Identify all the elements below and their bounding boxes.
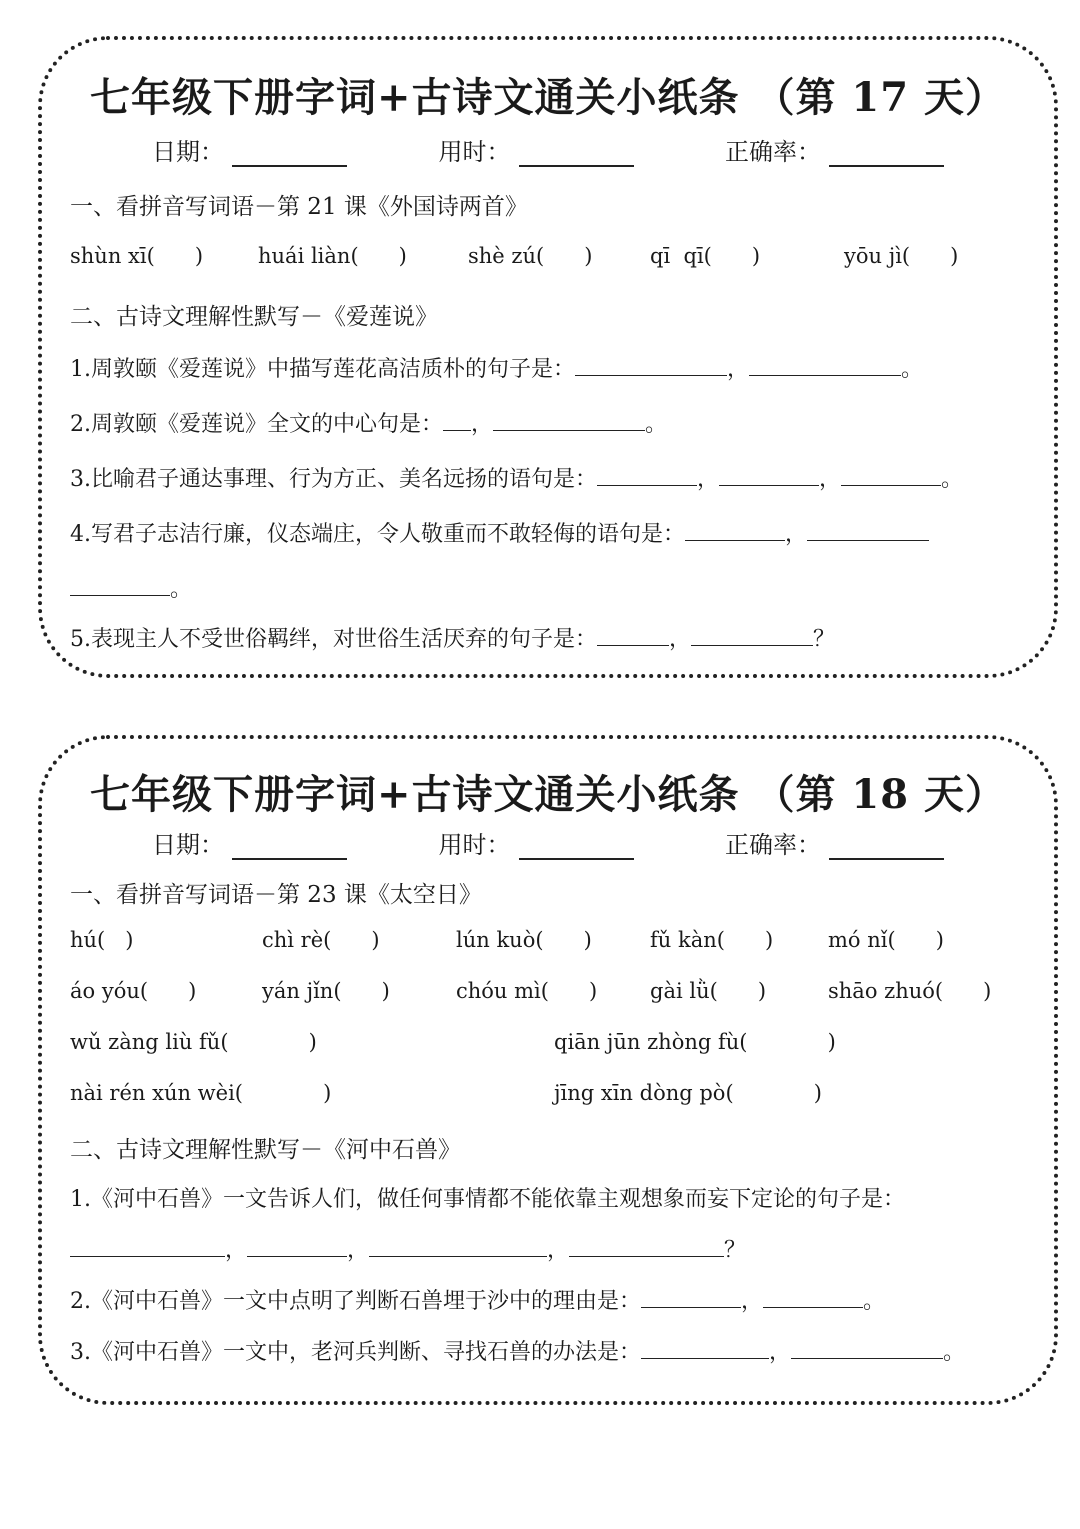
worksheet-day17 bbox=[38, 36, 1058, 678]
pinyin-item[interactable]: gài lǜ( ) bbox=[650, 979, 767, 1003]
punct: 。 bbox=[901, 357, 924, 382]
pinyin-item[interactable]: shè zú( ) bbox=[468, 244, 593, 268]
answer-blank[interactable] bbox=[685, 522, 785, 541]
question-1 bbox=[70, 1182, 1026, 1213]
punct: ， bbox=[769, 1340, 792, 1365]
punct: ？ bbox=[724, 1238, 747, 1263]
punct: ， bbox=[225, 1238, 248, 1263]
answer-blank[interactable] bbox=[691, 627, 813, 646]
section-recitation-heading: 二、古诗文理解性默写－《爱莲说》 bbox=[70, 304, 438, 330]
date-blank[interactable] bbox=[232, 145, 347, 167]
answer-blank[interactable] bbox=[247, 1238, 347, 1257]
question-text: 3.比喻君子通达事理、行为方正、美名远扬的语句是： bbox=[70, 467, 597, 492]
worksheet-day18 bbox=[38, 735, 1058, 1405]
accuracy-label: 正确率： bbox=[725, 138, 821, 166]
pinyin-item[interactable]: lún kuò( ) bbox=[456, 928, 592, 952]
question-1 bbox=[70, 352, 1026, 383]
pinyin-item[interactable]: yán jǐn( ) bbox=[262, 979, 390, 1003]
time-label: 用时： bbox=[438, 138, 511, 166]
question-2 bbox=[70, 407, 1026, 438]
answer-blank[interactable] bbox=[719, 467, 819, 486]
worksheet-meta bbox=[152, 825, 944, 860]
answer-blank[interactable] bbox=[641, 1340, 769, 1359]
pinyin-item[interactable]: wǔ zàng liù fǔ( ) bbox=[70, 1030, 317, 1054]
question-text: 3.《河中石兽》一文中，老河兵判断、寻找石兽的办法是： bbox=[70, 1340, 641, 1365]
pinyin-item[interactable]: yōu jì( ) bbox=[844, 244, 959, 268]
pinyin-item[interactable]: shùn xī( ) bbox=[70, 244, 204, 268]
question-text: 1.《河中石兽》一文告诉人们，做任何事情都不能依靠主观想象而妄下定论的句子是： bbox=[70, 1187, 905, 1212]
punct: ， bbox=[741, 1289, 764, 1314]
pinyin-item[interactable]: qī qī( ) bbox=[650, 244, 761, 268]
answer-blank[interactable] bbox=[763, 1289, 863, 1308]
question-text: 5.表现主人不受世俗羁绊，对世俗生活厌弃的句子是： bbox=[70, 627, 597, 652]
pinyin-item[interactable]: hú( ) bbox=[70, 928, 134, 952]
punct: ， bbox=[697, 467, 720, 492]
punct: 。 bbox=[863, 1289, 886, 1314]
question-1-continued bbox=[70, 1233, 1026, 1264]
accuracy-blank[interactable] bbox=[829, 838, 944, 860]
date-field bbox=[152, 132, 347, 167]
date-label: 日期： bbox=[152, 831, 224, 859]
answer-blank[interactable] bbox=[749, 357, 901, 376]
answer-blank[interactable] bbox=[575, 357, 727, 376]
punct: ？ bbox=[813, 627, 836, 652]
answer-blank[interactable] bbox=[641, 1289, 741, 1308]
accuracy-field bbox=[725, 132, 944, 167]
date-field bbox=[152, 825, 347, 860]
punct: ， bbox=[471, 412, 494, 437]
answer-blank[interactable] bbox=[807, 522, 929, 541]
pinyin-item[interactable]: huái liàn( ) bbox=[258, 244, 407, 268]
punct: ， bbox=[347, 1238, 370, 1263]
answer-blank[interactable] bbox=[597, 467, 697, 486]
punct: ， bbox=[785, 522, 808, 547]
worksheet-title: 七年级下册字词+古诗文通关小纸条 （第 17 天） bbox=[90, 74, 1006, 121]
answer-blank[interactable] bbox=[791, 1340, 943, 1359]
date-blank[interactable] bbox=[232, 838, 347, 860]
punct: 。 bbox=[943, 1340, 966, 1365]
punct: ， bbox=[727, 357, 750, 382]
section-recitation-heading: 二、古诗文理解性默写－《河中石兽》 bbox=[70, 1137, 461, 1163]
punct: ， bbox=[819, 467, 842, 492]
answer-blank[interactable] bbox=[569, 1238, 724, 1257]
question-4-continued bbox=[70, 572, 1026, 603]
answer-blank[interactable] bbox=[70, 1238, 225, 1257]
time-blank[interactable] bbox=[519, 145, 634, 167]
question-text: 2.《河中石兽》一文中点明了判断石兽埋于沙中的理由是： bbox=[70, 1289, 641, 1314]
question-5 bbox=[70, 622, 1026, 653]
pinyin-item[interactable]: mó nǐ( ) bbox=[828, 928, 944, 952]
pinyin-item[interactable]: shāo zhuó( ) bbox=[828, 979, 992, 1003]
accuracy-field bbox=[725, 825, 944, 860]
pinyin-item[interactable]: chì rè( ) bbox=[262, 928, 380, 952]
pinyin-item[interactable]: nài rén xún wèi( ) bbox=[70, 1081, 332, 1105]
date-label: 日期： bbox=[152, 138, 224, 166]
pinyin-item[interactable]: chóu mì( ) bbox=[456, 979, 598, 1003]
pinyin-item[interactable]: qiān jūn zhòng fù( ) bbox=[554, 1030, 836, 1054]
answer-blank[interactable] bbox=[70, 577, 170, 596]
punct: 。 bbox=[941, 467, 964, 492]
time-field bbox=[439, 825, 634, 860]
answer-blank[interactable] bbox=[597, 627, 669, 646]
section-pinyin-heading: 一、看拼音写词语－第 21 课《外国诗两首》 bbox=[70, 194, 528, 220]
question-4 bbox=[70, 517, 1026, 548]
punct: 。 bbox=[170, 577, 193, 602]
time-field bbox=[439, 132, 634, 167]
time-label: 用时： bbox=[438, 831, 511, 859]
time-blank[interactable] bbox=[519, 838, 634, 860]
question-3 bbox=[70, 462, 1026, 493]
question-text: 4.写君子志洁行廉，仪态端庄，令人敬重而不敢轻侮的语句是： bbox=[70, 522, 685, 547]
question-3 bbox=[70, 1335, 1026, 1366]
pinyin-item[interactable]: áo yóu( ) bbox=[70, 979, 197, 1003]
question-text: 1.周敦颐《爱莲说》中描写莲花高洁质朴的句子是： bbox=[70, 357, 575, 382]
question-2 bbox=[70, 1284, 1026, 1315]
punct: 。 bbox=[645, 412, 668, 437]
accuracy-blank[interactable] bbox=[829, 145, 944, 167]
answer-blank[interactable] bbox=[443, 412, 471, 431]
pinyin-item[interactable]: fǔ kàn( ) bbox=[650, 928, 774, 952]
punct: ， bbox=[669, 627, 692, 652]
accuracy-label: 正确率： bbox=[725, 831, 821, 859]
answer-blank[interactable] bbox=[369, 1238, 547, 1257]
pinyin-item[interactable]: jīng xīn dòng pò( ) bbox=[554, 1081, 822, 1105]
punct: ， bbox=[547, 1238, 570, 1263]
worksheet-title: 七年级下册字词+古诗文通关小纸条 （第 18 天） bbox=[90, 771, 1006, 818]
question-text: 2.周敦颐《爱莲说》全文的中心句是： bbox=[70, 412, 443, 437]
section-pinyin-heading: 一、看拼音写词语－第 23 课《太空日》 bbox=[70, 882, 482, 908]
answer-blank[interactable] bbox=[841, 467, 941, 486]
answer-blank[interactable] bbox=[493, 412, 645, 431]
worksheet-meta bbox=[152, 132, 944, 167]
